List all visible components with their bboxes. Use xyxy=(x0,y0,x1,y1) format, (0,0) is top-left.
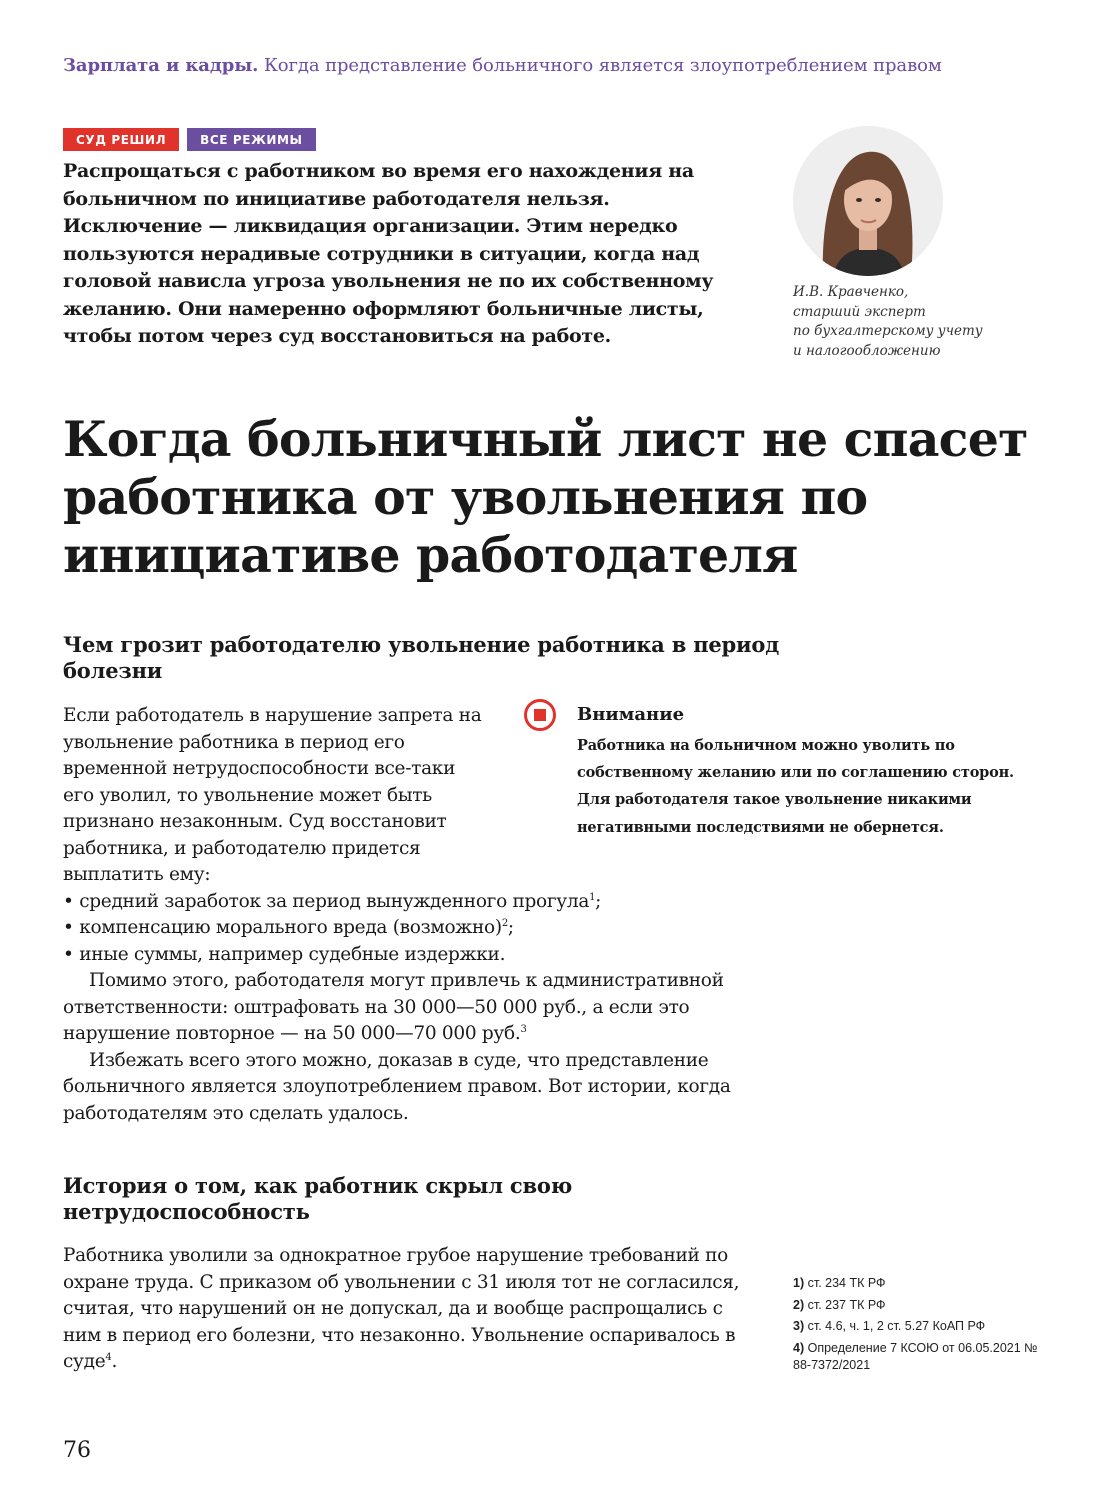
section1-para2: Помимо этого, работодателя могут привлечь к административной ответственности: оштрафовать на 30 000—50 000 руб., а если это нарушение повторное — на 50 000—70 000 руб.$^3$ xyxy=(63,970,724,1044)
running-header xyxy=(63,55,1063,76)
header-section: Зарплата и кадры. xyxy=(63,55,259,76)
section1-para3: Избежать всего этого можно, доказав в суде, что представление больничного является злоупотреблением правом. Вот истории, когда работодателям это сделать удалось. xyxy=(63,1049,731,1124)
attention-title: Внимание xyxy=(577,704,685,725)
footnote-ref: 4 xyxy=(105,1351,112,1363)
footnote: 1) ст. 234 ТК РФ xyxy=(793,1276,886,1290)
section2-body xyxy=(63,1243,743,1376)
footnote: 4) Определение 7 КСОЮ от 06.05.2021 № 88-7372/2021 xyxy=(793,1340,1038,1372)
author-name: И.В. Кравченко, xyxy=(793,284,909,300)
footnote-ref: 1 xyxy=(589,891,596,903)
footnote: 2) ст. 237 ТК РФ xyxy=(793,1297,886,1312)
footnote-ref: 3 xyxy=(520,1023,527,1035)
article-title: Когда больничный лист не спасет работника от увольнения по инициативе работодателя xyxy=(63,410,1028,584)
lead-paragraph: Распрощаться с работником во время его нахождения на больничном по инициативе работодателя нельзя. Исключение — ликвидация организации. Этим нередко пользуются нерадивые сотрудники в ситуации, когда над головой нависла угроза увольнения не по их собственному желанию. Они намеренно оформляют больничные листы, чтобы потом через суд восстановиться на работе. xyxy=(63,160,714,347)
list-item: • иные суммы, например судебные издержки. xyxy=(63,942,743,969)
author-role-line1: старший эксперт xyxy=(793,303,926,320)
tag-court-decided: СУД РЕШИЛ xyxy=(63,128,179,151)
section1-heading: Чем грозит работодателю увольнение работника в период болезни xyxy=(63,632,779,683)
section2-heading: История о том, как работник скрыл свою нетрудоспособность xyxy=(63,1173,573,1224)
tag-all-regimes: ВСЕ РЕЖИМЫ xyxy=(187,128,315,151)
footnote-ref: 2 xyxy=(501,917,508,929)
list-item: • компенсацию морального вреда (возможно)$^2$; xyxy=(63,915,743,942)
section2-para1: Работника уволили за однократное грубое нарушение требований по охране труда. С приказом об увольнении с 31 июля тот не согласился, считая, что нарушений он не допускал, да и вообще распрощались с ним в период его болезни, что незаконно. Увольнение оспаривалось в суде$^4$. xyxy=(63,1245,740,1372)
list-item: • средний заработок за период вынужденного прогула$^1$; xyxy=(63,889,743,916)
author-photo xyxy=(793,126,943,276)
page-number: 76 xyxy=(63,1438,91,1463)
author-role-line3: и налогообложению xyxy=(793,342,941,359)
rubric-tags xyxy=(63,128,316,151)
author-role-line2: по бухгалтерскому учету xyxy=(793,323,983,339)
author-caption xyxy=(793,283,1033,361)
attention-text: Работника на больничном можно уволить по собственному желанию или по соглашению сторон. Для работодателя такое увольнение никакими негативными последствиями не обернется. xyxy=(577,737,1014,836)
section1-para1: Если работодатель в нарушение запрета на увольнение работника в период его временной нетрудоспособности все-таки его уволил, то увольнение может быть признано незаконным. Суд восстановит работника, и работодателю придется выплатить ему: xyxy=(63,705,482,885)
stop-icon xyxy=(524,699,556,731)
footnotes xyxy=(793,1275,1053,1378)
footnote: 3) ст. 4.6, ч. 1, 2 ст. 5.27 КоАП РФ xyxy=(793,1319,986,1333)
header-title: Когда представление больничного является злоупотреблением правом xyxy=(263,55,942,76)
bullet-list xyxy=(63,889,743,969)
